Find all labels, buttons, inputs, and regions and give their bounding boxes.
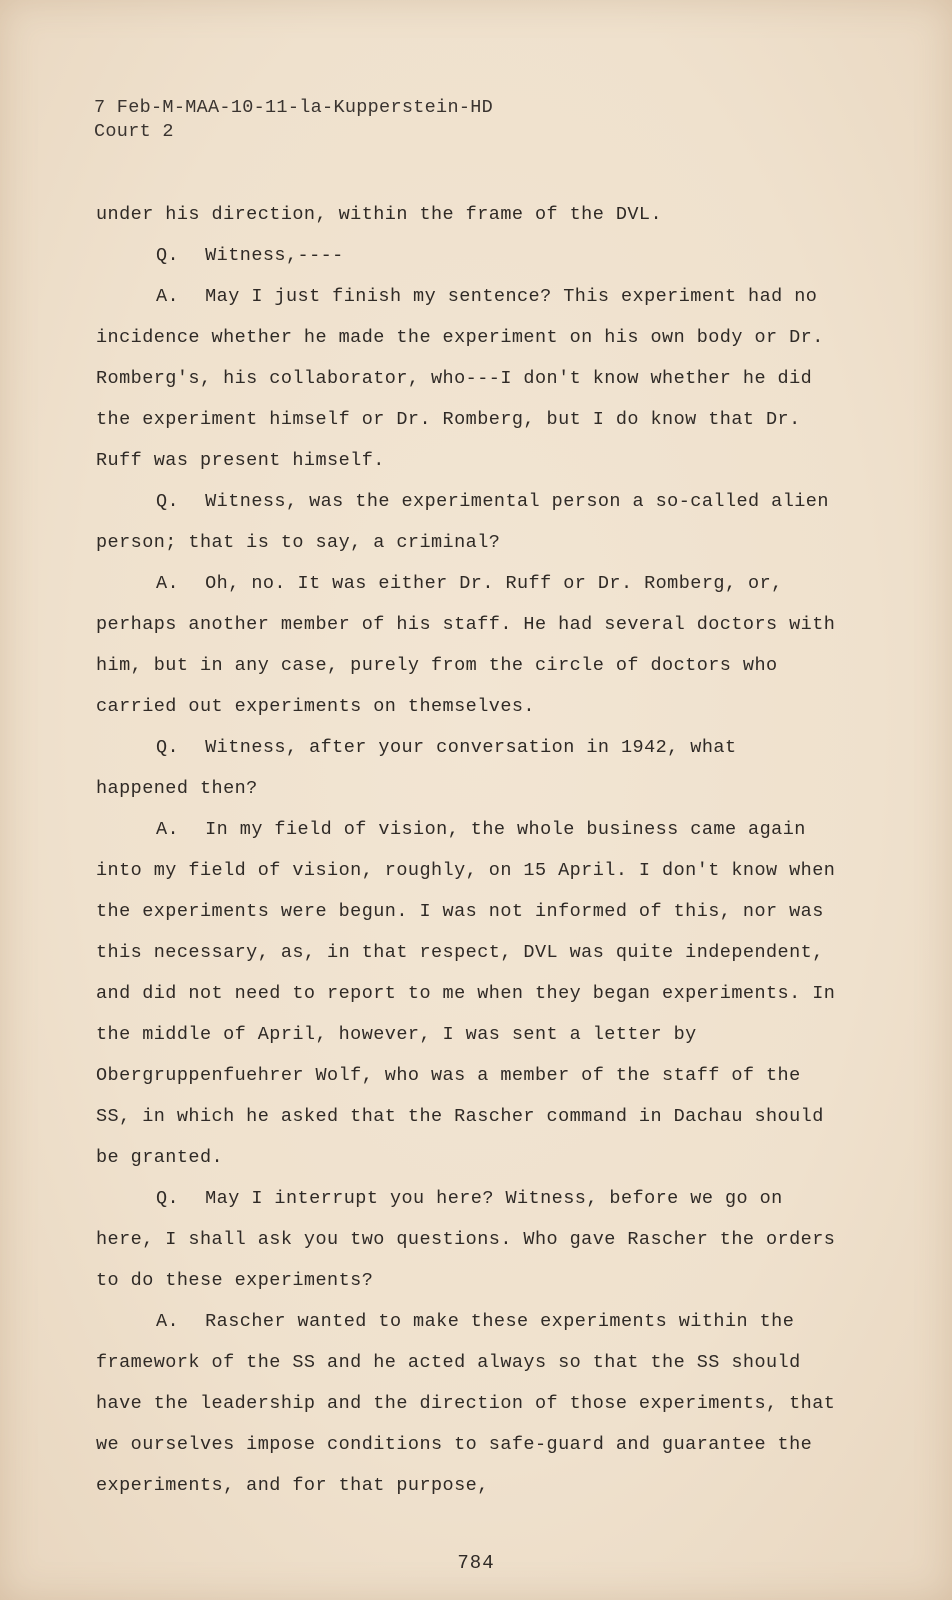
transcript-paragraph (96, 1301, 836, 1506)
speaker-label: Q. (156, 491, 180, 512)
header-reference: 7 Feb-M-MAA-10-11-la-Kupperstein-HD (94, 97, 494, 118)
transcript-paragraph (96, 235, 836, 276)
speaker-label: A. (156, 573, 180, 594)
transcript-paragraph (96, 563, 836, 727)
paragraph-text: Rascher wanted to make these experiments within the framework of the SS and he acted always so that the SS should have the leadership and the direction of those experiments, that we ourselves impose conditions to safe-guard and guarantee the experiments, and for that purpose, (96, 1311, 836, 1496)
transcript-paragraph (96, 481, 836, 563)
paragraph-text: May I just finish my sentence? This experiment had no incidence whether he made the experiment on his own body or Dr. Romberg's, his collaborator, who---I don't know whether he did the experiment himself or Dr. Romberg, but I do know that Dr. Ruff was present himself. (96, 286, 824, 471)
paragraph-text: Witness, was the experimental person a so-called alien person; that is to say, a criminal? (96, 491, 829, 553)
paragraph-text: Witness, after your conversation in 1942, what happened then? (96, 737, 737, 799)
paragraph-text: In my field of vision, the whole business came again into my field of vision, roughly, on 15 April. I don't know when the experiments were begun. I was not informed of this, nor was this necessary, as, in that respect, DVL was quite independent, and did not need to report to me when they began experiments. In the middle of April, however, I was sent a letter by Obergruppenfuehrer Wolf, who was a member of the staff of the SS, in which he asked that the Rascher command in Dachau should be granted. (96, 819, 836, 1168)
transcript-paragraph (96, 194, 836, 235)
document-header (94, 96, 493, 144)
paragraph-text: Witness,---- (205, 245, 344, 266)
speaker-label: Q. (156, 1188, 180, 1209)
paragraph-text: May I interrupt you here? Witness, before we go on here, I shall ask you two questions. Who gave Rascher the orders to do these experiments? (96, 1188, 836, 1291)
transcript-paragraph (96, 276, 836, 481)
speaker-label: A. (156, 819, 180, 840)
transcript-body (96, 194, 836, 1506)
header-court: Court 2 (94, 121, 174, 142)
speaker-label: Q. (156, 737, 180, 758)
speaker-label: Q. (156, 245, 180, 266)
paragraph-text: under his direction, within the frame of the DVL. (96, 204, 663, 225)
transcript-paragraph (96, 727, 836, 809)
transcript-paragraph (96, 809, 836, 1178)
paragraph-text: Oh, no. It was either Dr. Ruff or Dr. Romberg, or, perhaps another member of his staff. He had several doctors with him, but in any case, purely from the circle of doctors who carried out experiments on themselves. (96, 573, 836, 717)
transcript-paragraph (96, 1178, 836, 1301)
speaker-label: A. (156, 1311, 180, 1332)
page-number: 784 (457, 1552, 495, 1574)
speaker-label: A. (156, 286, 180, 307)
